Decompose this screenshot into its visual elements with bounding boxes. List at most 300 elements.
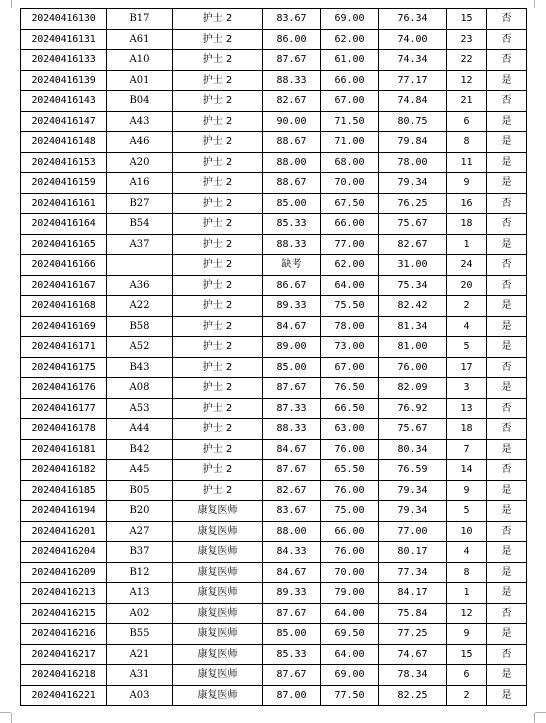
interview-score-cell: 70.00 bbox=[321, 173, 379, 194]
exam-id-cell: 20240416182 bbox=[21, 460, 107, 481]
written-score-cell: 87.67 bbox=[263, 460, 321, 481]
written-score-cell: 87.67 bbox=[263, 603, 321, 624]
interview-score-cell: 76.00 bbox=[321, 480, 379, 501]
total-score-cell: 75.67 bbox=[379, 419, 447, 440]
rank-cell: 21 bbox=[447, 91, 487, 112]
interview-score-cell: 69.00 bbox=[321, 9, 379, 30]
pass-status-cell: 是 bbox=[487, 583, 527, 604]
pass-status-cell: 是 bbox=[487, 173, 527, 194]
rank-cell: 5 bbox=[447, 501, 487, 522]
total-score-cell: 74.67 bbox=[379, 644, 447, 665]
exam-id-cell: 20240416153 bbox=[21, 152, 107, 173]
exam-id-cell: 20240416176 bbox=[21, 378, 107, 399]
seat-number-cell: B05 bbox=[107, 480, 173, 501]
table-row bbox=[21, 111, 527, 132]
position-cell: 护士 2 bbox=[173, 132, 263, 153]
pass-status-cell: 是 bbox=[487, 501, 527, 522]
total-score-cell: 80.34 bbox=[379, 439, 447, 460]
position-cell: 护士 2 bbox=[173, 91, 263, 112]
seat-number-cell: A36 bbox=[107, 275, 173, 296]
position-cell: 护士 2 bbox=[173, 234, 263, 255]
position-cell: 护士 2 bbox=[173, 398, 263, 419]
position-cell: 护士 2 bbox=[173, 480, 263, 501]
pass-status-cell: 否 bbox=[487, 50, 527, 71]
seat-number-cell: B55 bbox=[107, 624, 173, 645]
table-row bbox=[21, 173, 527, 194]
written-score-cell: 85.33 bbox=[263, 214, 321, 235]
seat-number-cell: B58 bbox=[107, 316, 173, 337]
interview-score-cell: 73.00 bbox=[321, 337, 379, 358]
pass-status-cell: 否 bbox=[487, 255, 527, 276]
rank-cell: 12 bbox=[447, 70, 487, 91]
interview-score-cell: 67.50 bbox=[321, 193, 379, 214]
seat-number-cell: B27 bbox=[107, 193, 173, 214]
rank-cell: 16 bbox=[447, 193, 487, 214]
table-row bbox=[21, 419, 527, 440]
exam-id-cell: 20240416178 bbox=[21, 419, 107, 440]
rank-cell: 13 bbox=[447, 398, 487, 419]
table-row bbox=[21, 50, 527, 71]
pass-status-cell: 是 bbox=[487, 70, 527, 91]
table-row bbox=[21, 70, 527, 91]
total-score-cell: 80.17 bbox=[379, 542, 447, 563]
interview-score-cell: 64.00 bbox=[321, 644, 379, 665]
rank-cell: 1 bbox=[447, 234, 487, 255]
results-table bbox=[20, 8, 527, 706]
rank-cell: 1 bbox=[447, 583, 487, 604]
exam-id-cell: 20240416181 bbox=[21, 439, 107, 460]
total-score-cell: 82.25 bbox=[379, 685, 447, 706]
seat-number-cell: A43 bbox=[107, 111, 173, 132]
interview-score-cell: 76.50 bbox=[321, 378, 379, 399]
position-cell: 护士 2 bbox=[173, 275, 263, 296]
written-score-cell: 缺考 bbox=[263, 255, 321, 276]
position-cell: 护士 2 bbox=[173, 378, 263, 399]
rank-cell: 9 bbox=[447, 624, 487, 645]
rank-cell: 20 bbox=[447, 275, 487, 296]
table-row bbox=[21, 685, 527, 706]
position-cell: 护士 2 bbox=[173, 357, 263, 378]
exam-id-cell: 20240416139 bbox=[21, 70, 107, 91]
pass-status-cell: 否 bbox=[487, 357, 527, 378]
table-row bbox=[21, 275, 527, 296]
exam-id-cell: 20240416171 bbox=[21, 337, 107, 358]
seat-number-cell bbox=[107, 255, 173, 276]
margin-mark-bottom-right bbox=[534, 713, 535, 723]
exam-id-cell: 20240416159 bbox=[21, 173, 107, 194]
table-body bbox=[21, 9, 527, 706]
seat-number-cell: B54 bbox=[107, 214, 173, 235]
total-score-cell: 76.34 bbox=[379, 9, 447, 30]
position-cell: 护士 2 bbox=[173, 460, 263, 481]
written-score-cell: 85.00 bbox=[263, 624, 321, 645]
rank-cell: 14 bbox=[447, 460, 487, 481]
written-score-cell: 84.67 bbox=[263, 316, 321, 337]
rank-cell: 3 bbox=[447, 378, 487, 399]
seat-number-cell: A45 bbox=[107, 460, 173, 481]
written-score-cell: 89.33 bbox=[263, 583, 321, 604]
rank-cell: 12 bbox=[447, 603, 487, 624]
pass-status-cell: 是 bbox=[487, 685, 527, 706]
interview-score-cell: 78.00 bbox=[321, 316, 379, 337]
interview-score-cell: 76.00 bbox=[321, 542, 379, 563]
written-score-cell: 82.67 bbox=[263, 91, 321, 112]
pass-status-cell: 是 bbox=[487, 316, 527, 337]
table-row bbox=[21, 603, 527, 624]
written-score-cell: 83.67 bbox=[263, 9, 321, 30]
position-cell: 康复医师 bbox=[173, 583, 263, 604]
rank-cell: 9 bbox=[447, 480, 487, 501]
margin-mark-bottom-left bbox=[11, 713, 12, 723]
position-cell: 护士 2 bbox=[173, 337, 263, 358]
table-row bbox=[21, 378, 527, 399]
exam-id-cell: 20240416131 bbox=[21, 29, 107, 50]
position-cell: 护士 2 bbox=[173, 296, 263, 317]
interview-score-cell: 68.00 bbox=[321, 152, 379, 173]
table-row bbox=[21, 316, 527, 337]
table-row bbox=[21, 193, 527, 214]
seat-number-cell: B20 bbox=[107, 501, 173, 522]
position-cell: 护士 2 bbox=[173, 50, 263, 71]
exam-id-cell: 20240416201 bbox=[21, 521, 107, 542]
total-score-cell: 78.34 bbox=[379, 665, 447, 686]
exam-id-cell: 20240416216 bbox=[21, 624, 107, 645]
exam-id-cell: 20240416166 bbox=[21, 255, 107, 276]
interview-score-cell: 64.00 bbox=[321, 603, 379, 624]
interview-score-cell: 66.00 bbox=[321, 70, 379, 91]
pass-status-cell: 否 bbox=[487, 9, 527, 30]
interview-score-cell: 64.00 bbox=[321, 275, 379, 296]
written-score-cell: 86.67 bbox=[263, 275, 321, 296]
interview-score-cell: 79.00 bbox=[321, 583, 379, 604]
interview-score-cell: 69.00 bbox=[321, 665, 379, 686]
margin-mark-bottom-left-horizontal bbox=[0, 712, 11, 713]
pass-status-cell: 是 bbox=[487, 542, 527, 563]
exam-id-cell: 20240416177 bbox=[21, 398, 107, 419]
total-score-cell: 82.09 bbox=[379, 378, 447, 399]
total-score-cell: 75.84 bbox=[379, 603, 447, 624]
rank-cell: 4 bbox=[447, 316, 487, 337]
interview-score-cell: 75.50 bbox=[321, 296, 379, 317]
position-cell: 护士 2 bbox=[173, 255, 263, 276]
written-score-cell: 85.33 bbox=[263, 644, 321, 665]
written-score-cell: 86.00 bbox=[263, 29, 321, 50]
pass-status-cell: 否 bbox=[487, 214, 527, 235]
total-score-cell: 82.42 bbox=[379, 296, 447, 317]
exam-id-cell: 20240416143 bbox=[21, 91, 107, 112]
exam-id-cell: 20240416209 bbox=[21, 562, 107, 583]
seat-number-cell: B42 bbox=[107, 439, 173, 460]
seat-number-cell: A46 bbox=[107, 132, 173, 153]
total-score-cell: 76.92 bbox=[379, 398, 447, 419]
table-row bbox=[21, 460, 527, 481]
seat-number-cell: A44 bbox=[107, 419, 173, 440]
interview-score-cell: 77.50 bbox=[321, 685, 379, 706]
position-cell: 康复医师 bbox=[173, 542, 263, 563]
pass-status-cell: 否 bbox=[487, 29, 527, 50]
written-score-cell: 82.67 bbox=[263, 480, 321, 501]
pass-status-cell: 否 bbox=[487, 193, 527, 214]
seat-number-cell: A27 bbox=[107, 521, 173, 542]
margin-mark-bottom-right-horizontal bbox=[535, 712, 546, 713]
exam-id-cell: 20240416221 bbox=[21, 685, 107, 706]
exam-id-cell: 20240416161 bbox=[21, 193, 107, 214]
pass-status-cell: 是 bbox=[487, 337, 527, 358]
interview-score-cell: 63.00 bbox=[321, 419, 379, 440]
exam-id-cell: 20240416148 bbox=[21, 132, 107, 153]
exam-id-cell: 20240416218 bbox=[21, 665, 107, 686]
pass-status-cell: 否 bbox=[487, 419, 527, 440]
margin-mark-top-left bbox=[11, 0, 12, 8]
seat-number-cell: A20 bbox=[107, 152, 173, 173]
interview-score-cell: 67.00 bbox=[321, 357, 379, 378]
position-cell: 护士 2 bbox=[173, 316, 263, 337]
seat-number-cell: A02 bbox=[107, 603, 173, 624]
seat-number-cell: B43 bbox=[107, 357, 173, 378]
written-score-cell: 90.00 bbox=[263, 111, 321, 132]
position-cell: 康复医师 bbox=[173, 644, 263, 665]
seat-number-cell: A31 bbox=[107, 665, 173, 686]
pass-status-cell: 否 bbox=[487, 603, 527, 624]
total-score-cell: 78.00 bbox=[379, 152, 447, 173]
pass-status-cell: 是 bbox=[487, 132, 527, 153]
total-score-cell: 74.00 bbox=[379, 29, 447, 50]
table-row bbox=[21, 91, 527, 112]
table-row bbox=[21, 29, 527, 50]
written-score-cell: 89.00 bbox=[263, 337, 321, 358]
interview-score-cell: 66.50 bbox=[321, 398, 379, 419]
rank-cell: 15 bbox=[447, 644, 487, 665]
total-score-cell: 81.00 bbox=[379, 337, 447, 358]
interview-score-cell: 65.50 bbox=[321, 460, 379, 481]
interview-score-cell: 67.00 bbox=[321, 91, 379, 112]
position-cell: 护士 2 bbox=[173, 439, 263, 460]
rank-cell: 15 bbox=[447, 9, 487, 30]
rank-cell: 17 bbox=[447, 357, 487, 378]
seat-number-cell: A13 bbox=[107, 583, 173, 604]
table-row bbox=[21, 501, 527, 522]
written-score-cell: 88.00 bbox=[263, 521, 321, 542]
position-cell: 护士 2 bbox=[173, 29, 263, 50]
interview-score-cell: 69.50 bbox=[321, 624, 379, 645]
seat-number-cell: B17 bbox=[107, 9, 173, 30]
table-row bbox=[21, 644, 527, 665]
position-cell: 护士 2 bbox=[173, 193, 263, 214]
exam-id-cell: 20240416185 bbox=[21, 480, 107, 501]
written-score-cell: 85.00 bbox=[263, 357, 321, 378]
pass-status-cell: 是 bbox=[487, 152, 527, 173]
exam-id-cell: 20240416164 bbox=[21, 214, 107, 235]
total-score-cell: 80.75 bbox=[379, 111, 447, 132]
table-row bbox=[21, 542, 527, 563]
total-score-cell: 82.67 bbox=[379, 234, 447, 255]
table-row bbox=[21, 665, 527, 686]
rank-cell: 11 bbox=[447, 152, 487, 173]
position-cell: 护士 2 bbox=[173, 173, 263, 194]
total-score-cell: 76.25 bbox=[379, 193, 447, 214]
rank-cell: 22 bbox=[447, 50, 487, 71]
pass-status-cell: 是 bbox=[487, 111, 527, 132]
total-score-cell: 31.00 bbox=[379, 255, 447, 276]
rank-cell: 8 bbox=[447, 132, 487, 153]
exam-id-cell: 20240416217 bbox=[21, 644, 107, 665]
written-score-cell: 88.67 bbox=[263, 173, 321, 194]
written-score-cell: 83.67 bbox=[263, 501, 321, 522]
interview-score-cell: 77.00 bbox=[321, 234, 379, 255]
interview-score-cell: 70.00 bbox=[321, 562, 379, 583]
written-score-cell: 88.00 bbox=[263, 152, 321, 173]
position-cell: 护士 2 bbox=[173, 111, 263, 132]
exam-id-cell: 20240416165 bbox=[21, 234, 107, 255]
position-cell: 康复医师 bbox=[173, 624, 263, 645]
table-row bbox=[21, 9, 527, 30]
rank-cell: 10 bbox=[447, 521, 487, 542]
exam-id-cell: 20240416215 bbox=[21, 603, 107, 624]
written-score-cell: 87.67 bbox=[263, 378, 321, 399]
total-score-cell: 79.84 bbox=[379, 132, 447, 153]
position-cell: 康复医师 bbox=[173, 603, 263, 624]
pass-status-cell: 是 bbox=[487, 562, 527, 583]
table-row bbox=[21, 234, 527, 255]
rank-cell: 5 bbox=[447, 337, 487, 358]
table-row bbox=[21, 398, 527, 419]
pass-status-cell: 否 bbox=[487, 398, 527, 419]
pass-status-cell: 否 bbox=[487, 275, 527, 296]
written-score-cell: 84.67 bbox=[263, 439, 321, 460]
total-score-cell: 77.00 bbox=[379, 521, 447, 542]
exam-id-cell: 20240416213 bbox=[21, 583, 107, 604]
seat-number-cell: A37 bbox=[107, 234, 173, 255]
pass-status-cell: 是 bbox=[487, 234, 527, 255]
total-score-cell: 84.17 bbox=[379, 583, 447, 604]
total-score-cell: 77.34 bbox=[379, 562, 447, 583]
table-row bbox=[21, 296, 527, 317]
table-row bbox=[21, 439, 527, 460]
table-row bbox=[21, 255, 527, 276]
exam-id-cell: 20240416147 bbox=[21, 111, 107, 132]
total-score-cell: 77.25 bbox=[379, 624, 447, 645]
total-score-cell: 75.67 bbox=[379, 214, 447, 235]
rank-cell: 2 bbox=[447, 296, 487, 317]
seat-number-cell: A01 bbox=[107, 70, 173, 91]
position-cell: 护士 2 bbox=[173, 9, 263, 30]
exam-id-cell: 20240416175 bbox=[21, 357, 107, 378]
position-cell: 康复医师 bbox=[173, 665, 263, 686]
exam-id-cell: 20240416194 bbox=[21, 501, 107, 522]
position-cell: 护士 2 bbox=[173, 419, 263, 440]
total-score-cell: 79.34 bbox=[379, 501, 447, 522]
seat-number-cell: A10 bbox=[107, 50, 173, 71]
total-score-cell: 74.84 bbox=[379, 91, 447, 112]
pass-status-cell: 是 bbox=[487, 378, 527, 399]
written-score-cell: 88.33 bbox=[263, 70, 321, 91]
interview-score-cell: 66.00 bbox=[321, 521, 379, 542]
exam-id-cell: 20240416167 bbox=[21, 275, 107, 296]
pass-status-cell: 否 bbox=[487, 521, 527, 542]
rank-cell: 7 bbox=[447, 439, 487, 460]
position-cell: 康复医师 bbox=[173, 501, 263, 522]
table-row bbox=[21, 583, 527, 604]
rank-cell: 18 bbox=[447, 419, 487, 440]
total-score-cell: 81.34 bbox=[379, 316, 447, 337]
total-score-cell: 76.59 bbox=[379, 460, 447, 481]
pass-status-cell: 否 bbox=[487, 644, 527, 665]
table-row bbox=[21, 624, 527, 645]
rank-cell: 24 bbox=[447, 255, 487, 276]
seat-number-cell: A61 bbox=[107, 29, 173, 50]
exam-id-cell: 20240416204 bbox=[21, 542, 107, 563]
written-score-cell: 87.67 bbox=[263, 50, 321, 71]
seat-number-cell: B12 bbox=[107, 562, 173, 583]
exam-id-cell: 20240416169 bbox=[21, 316, 107, 337]
pass-status-cell: 否 bbox=[487, 460, 527, 481]
seat-number-cell: A16 bbox=[107, 173, 173, 194]
rank-cell: 18 bbox=[447, 214, 487, 235]
table-row bbox=[21, 357, 527, 378]
table-row bbox=[21, 562, 527, 583]
pass-status-cell: 是 bbox=[487, 480, 527, 501]
seat-number-cell: A52 bbox=[107, 337, 173, 358]
interview-score-cell: 62.00 bbox=[321, 29, 379, 50]
exam-id-cell: 20240416130 bbox=[21, 9, 107, 30]
position-cell: 护士 2 bbox=[173, 152, 263, 173]
written-score-cell: 89.33 bbox=[263, 296, 321, 317]
table-row bbox=[21, 132, 527, 153]
written-score-cell: 85.00 bbox=[263, 193, 321, 214]
total-score-cell: 75.34 bbox=[379, 275, 447, 296]
interview-score-cell: 75.00 bbox=[321, 501, 379, 522]
table-row bbox=[21, 521, 527, 542]
total-score-cell: 76.00 bbox=[379, 357, 447, 378]
seat-number-cell: A08 bbox=[107, 378, 173, 399]
rank-cell: 4 bbox=[447, 542, 487, 563]
total-score-cell: 79.34 bbox=[379, 480, 447, 501]
written-score-cell: 88.33 bbox=[263, 419, 321, 440]
written-score-cell: 84.67 bbox=[263, 562, 321, 583]
rank-cell: 8 bbox=[447, 562, 487, 583]
total-score-cell: 77.17 bbox=[379, 70, 447, 91]
pass-status-cell: 是 bbox=[487, 439, 527, 460]
pass-status-cell: 是 bbox=[487, 665, 527, 686]
written-score-cell: 87.00 bbox=[263, 685, 321, 706]
total-score-cell: 79.34 bbox=[379, 173, 447, 194]
pass-status-cell: 是 bbox=[487, 296, 527, 317]
rank-cell: 6 bbox=[447, 111, 487, 132]
table-row bbox=[21, 337, 527, 358]
table-row bbox=[21, 214, 527, 235]
rank-cell: 9 bbox=[447, 173, 487, 194]
interview-score-cell: 71.00 bbox=[321, 132, 379, 153]
table-row bbox=[21, 152, 527, 173]
written-score-cell: 84.33 bbox=[263, 542, 321, 563]
seat-number-cell: A21 bbox=[107, 644, 173, 665]
position-cell: 康复医师 bbox=[173, 562, 263, 583]
interview-score-cell: 62.00 bbox=[321, 255, 379, 276]
position-cell: 护士 2 bbox=[173, 214, 263, 235]
exam-id-cell: 20240416133 bbox=[21, 50, 107, 71]
interview-score-cell: 76.00 bbox=[321, 439, 379, 460]
position-cell: 康复医师 bbox=[173, 521, 263, 542]
table-row bbox=[21, 480, 527, 501]
interview-score-cell: 61.00 bbox=[321, 50, 379, 71]
pass-status-cell: 是 bbox=[487, 624, 527, 645]
position-cell: 康复医师 bbox=[173, 685, 263, 706]
interview-score-cell: 71.50 bbox=[321, 111, 379, 132]
rank-cell: 2 bbox=[447, 685, 487, 706]
written-score-cell: 87.33 bbox=[263, 398, 321, 419]
rank-cell: 6 bbox=[447, 665, 487, 686]
pass-status-cell: 否 bbox=[487, 91, 527, 112]
